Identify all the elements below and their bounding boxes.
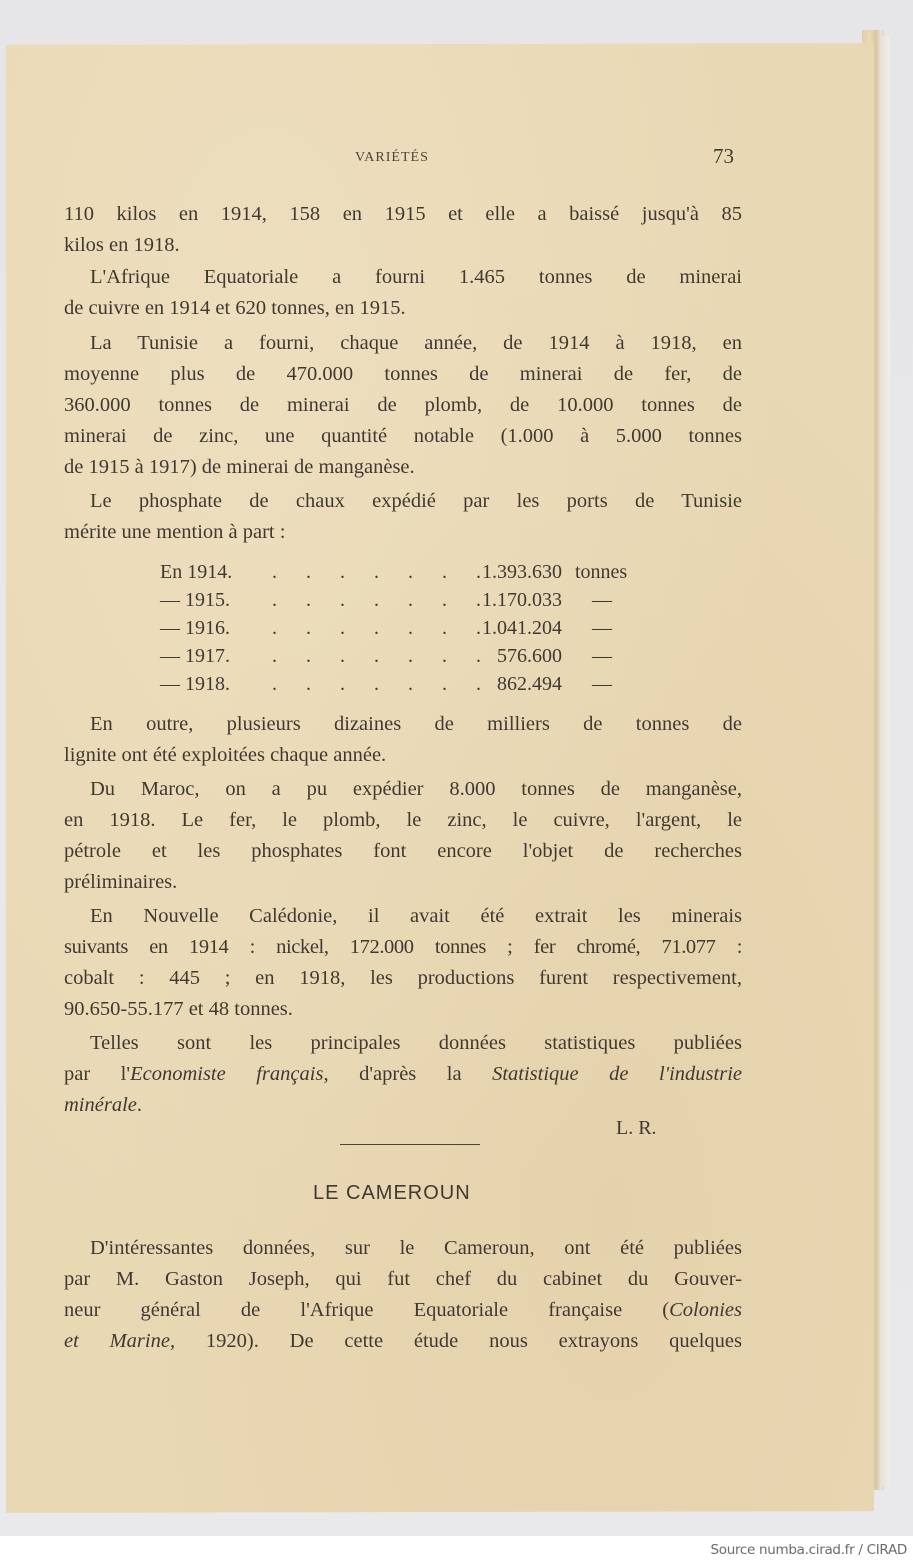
publication-title: et Marine bbox=[64, 1330, 170, 1352]
text-line: suivants en 1914 : nickel, 172.000 tonnes ; fer chromé, 71.077 : bbox=[64, 936, 742, 958]
page-number: 73 bbox=[713, 144, 734, 168]
section-title: LE CAMEROUN bbox=[313, 1182, 471, 1204]
text-line: par M. Gaston Joseph, qui fut chef du cabinet du Gouver- bbox=[64, 1268, 742, 1290]
table-leader-dots: . . . . . . . bbox=[272, 617, 493, 639]
text-line: L'Afrique Equatoriale a fourni 1.465 tonnes de minerai bbox=[90, 266, 742, 288]
text-line: La Tunisie a fourni, chaque année, de 1914 à 1918, en bbox=[90, 332, 742, 354]
table-value: 576.600 bbox=[497, 645, 562, 667]
text-line: lignite ont été exploitées chaque année. bbox=[64, 744, 387, 766]
table-unit: tonnes bbox=[575, 561, 628, 583]
table-leader-dots: . . . . . . . bbox=[272, 561, 493, 583]
text-run: par l' bbox=[64, 1063, 131, 1085]
table-year: — 1916. bbox=[160, 617, 230, 639]
table-leader-dots: . . . . . . . bbox=[272, 645, 493, 667]
publication-title: Statistique de l'industrie bbox=[492, 1063, 742, 1085]
text-line bbox=[64, 1295, 742, 1326]
table-unit: — bbox=[592, 645, 612, 667]
publication-title: minérale bbox=[64, 1094, 137, 1116]
text-line: Telles sont les principales données statistiques publiées bbox=[90, 1032, 742, 1054]
text-line: moyenne plus de 470.000 tonnes de minerai de fer, de bbox=[64, 363, 742, 385]
table-unit: — bbox=[592, 617, 612, 639]
text-line: de 1915 à 1917) de minerai de manganèse. bbox=[64, 456, 415, 478]
publication-title: Economiste français bbox=[130, 1063, 324, 1085]
table-value: 862.494 bbox=[497, 673, 562, 695]
running-head: VARIÉTÉS bbox=[355, 150, 429, 165]
table-unit: — bbox=[592, 589, 612, 611]
table-leader-dots: . . . . . . . bbox=[272, 673, 493, 695]
table-unit: — bbox=[592, 673, 612, 695]
text-line: 90.650-55.177 et 48 tonnes. bbox=[64, 998, 293, 1020]
text-line: de cuivre en 1914 et 620 tonnes, en 1915. bbox=[64, 297, 406, 319]
section-divider bbox=[340, 1144, 480, 1145]
publication-title: Colonies bbox=[669, 1299, 742, 1321]
text-line: 360.000 tonnes de minerai de plomb, de 10.000 tonnes de bbox=[64, 394, 742, 416]
table-year: — 1918. bbox=[160, 673, 230, 695]
text-line: Le phosphate de chaux expédié par les ports de Tunisie bbox=[90, 490, 742, 512]
table-value: 1.393.630 bbox=[482, 561, 562, 583]
page-edge-stack bbox=[880, 36, 890, 1486]
text-run: . bbox=[136, 1094, 142, 1116]
text-line: En Nouvelle Calédonie, il avait été extrait les minerais bbox=[90, 905, 742, 927]
text-line: pétrole et les phosphates font encore l'objet de recherches bbox=[64, 840, 742, 862]
text-line: D'intéressantes données, sur le Cameroun, ont été publiées bbox=[90, 1237, 742, 1259]
text-line: en 1918. Le fer, le plomb, le zinc, le cuivre, l'argent, le bbox=[64, 809, 742, 831]
text-line: 110 kilos en 1914, 158 en 1915 et elle a baissé jusqu'à 85 bbox=[64, 203, 742, 225]
text-line: préliminaires. bbox=[64, 871, 178, 893]
text-line bbox=[64, 1326, 742, 1357]
text-line: mérite une mention à part : bbox=[64, 521, 286, 543]
text-line: minerai de zinc, une quantité notable (1.000 à 5.000 tonnes bbox=[64, 425, 742, 447]
table-leader-dots: . . . . . . . bbox=[272, 589, 493, 611]
signature: L. R. bbox=[616, 1117, 657, 1139]
text-run: , 1920). De cette étude nous extrayons quelques bbox=[169, 1330, 743, 1352]
table-value: 1.041.204 bbox=[482, 617, 562, 639]
text-line: kilos en 1918. bbox=[64, 234, 180, 256]
text-line: cobalt : 445 ; en 1918, les productions furent respectivement, bbox=[64, 967, 742, 989]
table-year: En 1914. bbox=[160, 561, 233, 583]
text-run: , d'après la bbox=[323, 1063, 493, 1085]
table-year: — 1915. bbox=[160, 589, 230, 611]
source-attribution: Source numba.cirad.fr / CIRAD bbox=[710, 1542, 907, 1558]
text-line: En outre, plusieurs dizaines de milliers de tonnes de bbox=[90, 713, 742, 735]
table-value: 1.170.033 bbox=[482, 589, 562, 611]
text-line bbox=[64, 1059, 742, 1090]
table-year: — 1917. bbox=[160, 645, 230, 667]
text-line: Du Maroc, on a pu expédier 8.000 tonnes de manganèse, bbox=[90, 778, 742, 800]
text-run: neur général de l'Afrique Equatoriale française ( bbox=[64, 1299, 670, 1321]
